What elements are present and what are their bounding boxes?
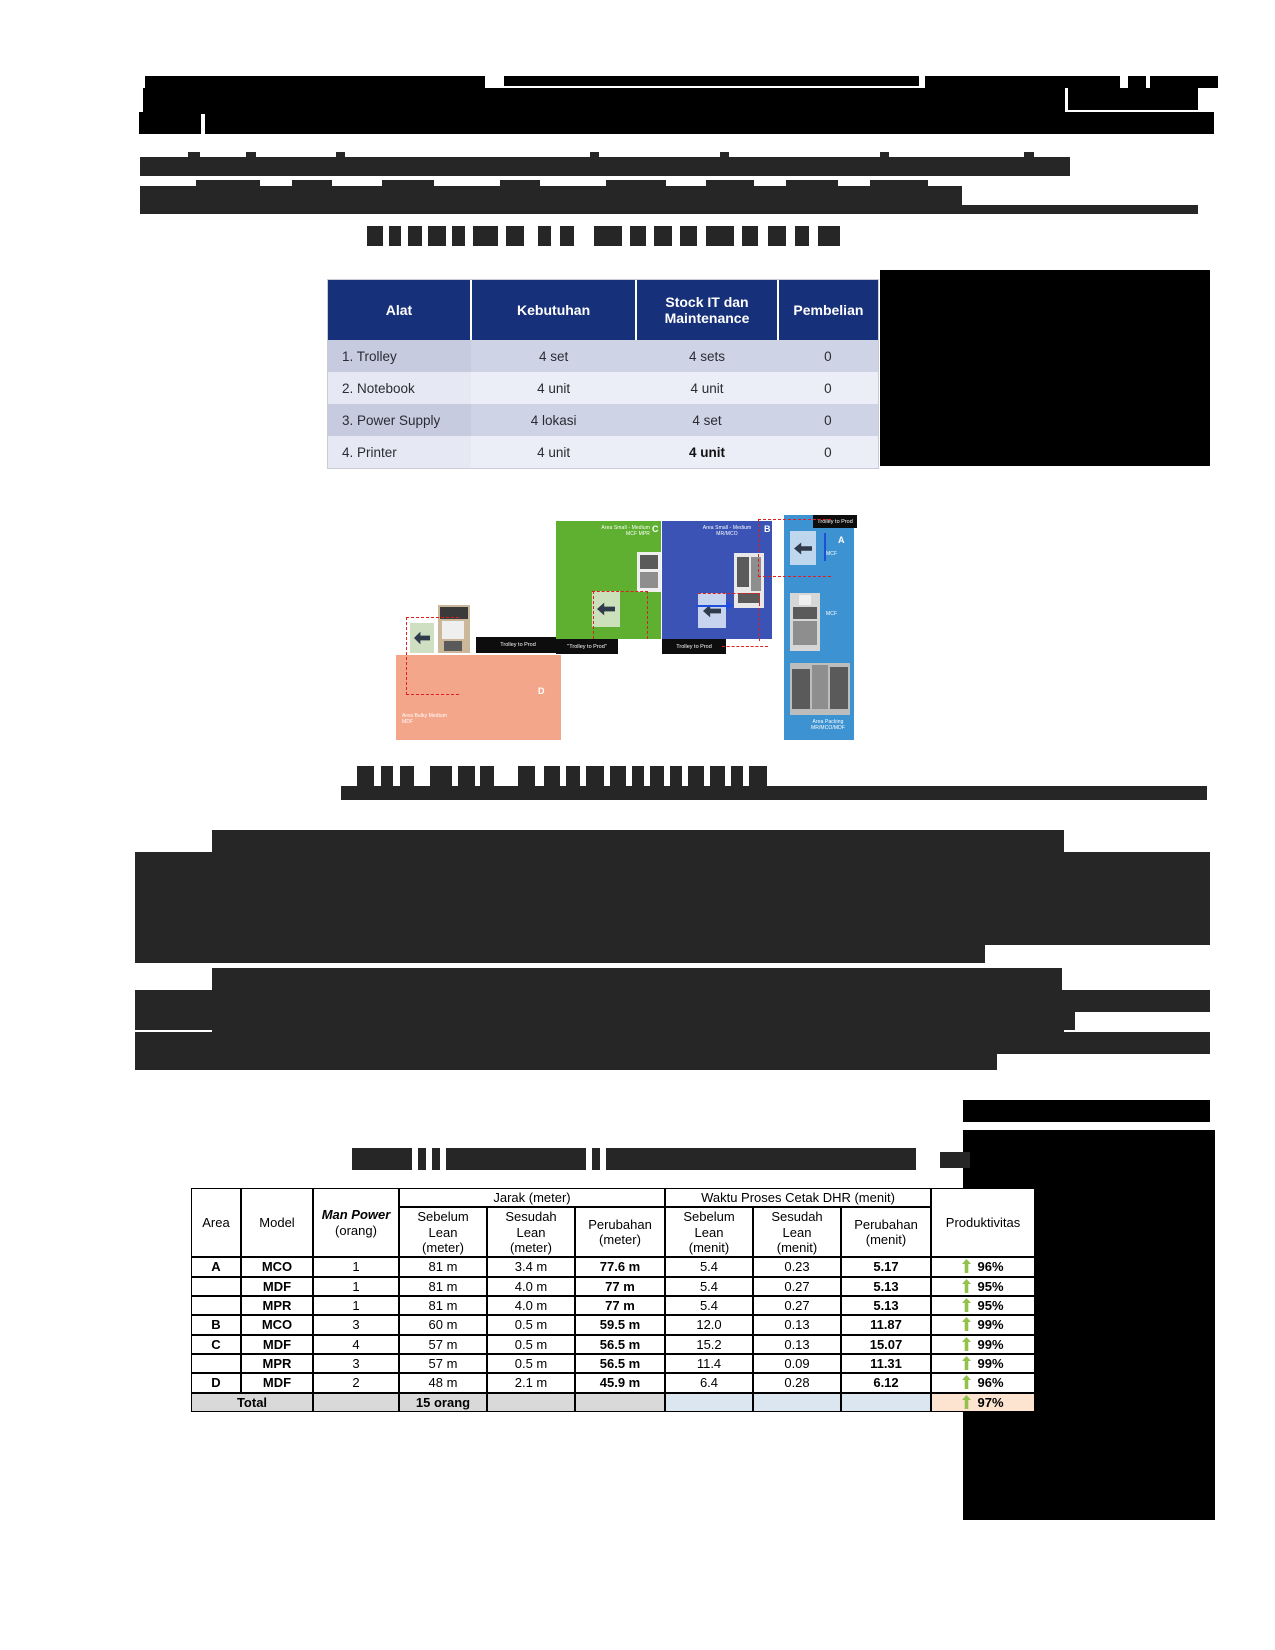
- cell-waktu-sesudah: 0.09: [753, 1354, 841, 1373]
- diagram-dashline-b-h: [698, 593, 760, 594]
- cell-jarak-sesudah: 2.1 m: [487, 1373, 575, 1392]
- col-header-waktu-sebelum: [665, 1207, 753, 1257]
- cell-jarak-sesudah: 4.0 m: [487, 1296, 575, 1315]
- col-header-pembelian: Pembelian: [778, 280, 878, 340]
- cell-manpower: 1: [313, 1277, 399, 1296]
- col-header-jarak-sesudah-unit: (meter): [510, 1239, 552, 1255]
- cell-manpower: 3: [313, 1315, 399, 1334]
- up-arrow-icon: [962, 1337, 971, 1351]
- cell-waktu-sesudah: 0.27: [753, 1296, 841, 1315]
- cell-stock: 4 unit: [636, 372, 778, 404]
- cell-waktu-sebelum: 11.4: [665, 1354, 753, 1373]
- diagram-area-c-letter: C: [652, 524, 659, 534]
- cell-manpower: 1: [313, 1257, 399, 1276]
- col-header-manpower: [313, 1188, 399, 1257]
- col-header-jarak-sesudah: [487, 1207, 575, 1257]
- cell-jarak-perubahan: 56.5 m: [575, 1335, 665, 1354]
- diagram-area-a-sub: MCF: [826, 551, 838, 557]
- cell-model: MDF: [241, 1373, 313, 1392]
- diagram-area-d-letter: D: [538, 686, 545, 696]
- table-total-row: [191, 1393, 1035, 1412]
- lean-results-table: [191, 1188, 1035, 1412]
- col-header-alat: Alat: [328, 280, 471, 340]
- diagram-dashline-c-v1: [593, 591, 594, 639]
- col-header-waktu-sesudah-title: Sesudah Lean: [771, 1209, 823, 1240]
- table-row: [328, 436, 878, 468]
- cell-jarak-sebelum: 57 m: [399, 1335, 487, 1354]
- cell-jarak-perubahan: 45.9 m: [575, 1373, 665, 1392]
- cell-waktu-sebelum: 6.4: [665, 1373, 753, 1392]
- up-arrow-icon: [962, 1395, 971, 1409]
- cell-kebutuhan: 4 set: [471, 340, 636, 372]
- cell-alat: 3. Power Supply: [328, 404, 471, 436]
- col-header-jarak-sebelum: [399, 1207, 487, 1257]
- cell-total-label: Total: [191, 1393, 313, 1412]
- col-header-jarak-sebelum-unit: (meter): [422, 1239, 464, 1255]
- cell-waktu-perubahan: 5.13: [841, 1296, 931, 1315]
- cell-pembelian: 0: [778, 404, 878, 436]
- cell-produktivitas: [931, 1354, 1035, 1373]
- table-row: [191, 1315, 1035, 1334]
- cell-jarak-perubahan: 56.5 m: [575, 1354, 665, 1373]
- diagram-dashline-c-h: [592, 591, 648, 592]
- cell-waktu-sebelum: 5.4: [665, 1296, 753, 1315]
- cell-waktu-sesudah: 0.27: [753, 1277, 841, 1296]
- cell-alat: 1. Trolley: [328, 340, 471, 372]
- cell-waktu-perubahan: 6.12: [841, 1373, 931, 1392]
- cell-jarak-sesudah: 0.5 m: [487, 1315, 575, 1334]
- cell-area: [191, 1296, 241, 1315]
- cell-waktu-sesudah: 0.13: [753, 1315, 841, 1334]
- col-header-stock: Stock IT dan Maintenance: [636, 280, 778, 340]
- cell-waktu-perubahan: 5.13: [841, 1277, 931, 1296]
- produktivitas-value: 95%: [977, 1278, 1004, 1294]
- col-header-waktu-sebelum-unit: (menit): [688, 1239, 730, 1255]
- diagram-area-b-letter: B: [764, 524, 771, 534]
- table-row: [191, 1335, 1035, 1354]
- group-header-jarak: Jarak (meter): [399, 1188, 665, 1207]
- cell-total-jarak-sebelum: 15 orang: [399, 1393, 487, 1412]
- tools-requirement-table: [328, 280, 878, 468]
- cell-waktu-perubahan: 5.17: [841, 1257, 931, 1276]
- cell-manpower: 2: [313, 1373, 399, 1392]
- table-row: [191, 1296, 1035, 1315]
- col-header-area: Area: [191, 1188, 241, 1257]
- col-header-jarak-perubahan: [575, 1207, 665, 1257]
- cell-produktivitas: [931, 1296, 1035, 1315]
- cell-waktu-sebelum: 12.0: [665, 1315, 753, 1334]
- produktivitas-value: 96%: [977, 1375, 1004, 1391]
- cell-waktu-sesudah: 0.13: [753, 1335, 841, 1354]
- cell-produktivitas: [931, 1335, 1035, 1354]
- table-row: [328, 340, 878, 372]
- col-header-manpower-unit: (orang): [335, 1222, 377, 1238]
- col-header-kebutuhan: Kebutuhan: [471, 280, 636, 340]
- diagram-photo-a2: [790, 593, 820, 651]
- diagram-trolley-b: [698, 593, 726, 628]
- cell-manpower: 1: [313, 1296, 399, 1315]
- cell-kebutuhan: 4 unit: [471, 436, 636, 468]
- diagram-dashed-a: [758, 519, 831, 577]
- diagram-dashline-b-v: [759, 593, 760, 641]
- cell-alat: 2. Notebook: [328, 372, 471, 404]
- diagram-arrow-b: [696, 605, 730, 607]
- produktivitas-value: 99%: [977, 1317, 1004, 1333]
- cell-jarak-sebelum: 60 m: [399, 1315, 487, 1334]
- cell-jarak-sebelum: 81 m: [399, 1296, 487, 1315]
- cell-waktu-sesudah: 0.28: [753, 1373, 841, 1392]
- table-row: [191, 1277, 1035, 1296]
- cell-waktu-sebelum: 15.2: [665, 1335, 753, 1354]
- cell-total-manpower: [313, 1393, 399, 1412]
- cell-manpower: 3: [313, 1354, 399, 1373]
- produktivitas-value: 96%: [977, 1259, 1004, 1275]
- cell-waktu-perubahan: 11.87: [841, 1315, 931, 1334]
- cell-area: D: [191, 1373, 241, 1392]
- cell-produktivitas: [931, 1277, 1035, 1296]
- table-row: [328, 372, 878, 404]
- col-header-waktu-perubahan: [841, 1207, 931, 1257]
- cell-area: A: [191, 1257, 241, 1276]
- cell-jarak-sesudah: 0.5 m: [487, 1335, 575, 1354]
- col-header-jarak-sesudah-title: Sesudah Lean: [505, 1209, 557, 1240]
- table-row: [191, 1257, 1035, 1276]
- cell-stock: 4 unit: [636, 436, 778, 468]
- col-header-waktu-perubahan-unit: (menit): [865, 1232, 907, 1248]
- redacted-band-right: [880, 270, 1210, 466]
- cell-waktu-perubahan: 15.07: [841, 1335, 931, 1354]
- cell-produktivitas: [931, 1257, 1035, 1276]
- up-arrow-icon: [962, 1375, 971, 1389]
- diagram-callout-a: Trolley to Prod: [813, 515, 857, 528]
- cell-stock: 4 sets: [636, 340, 778, 372]
- col-header-waktu-sesudah: [753, 1207, 841, 1257]
- cell-waktu-sesudah: 0.23: [753, 1257, 841, 1276]
- cell-pembelian: 0: [778, 372, 878, 404]
- cell-produktivitas: [931, 1373, 1035, 1392]
- diagram-callout-b: Trolley to Prod: [662, 639, 726, 654]
- cell-total-produktivitas: [931, 1393, 1035, 1412]
- col-header-waktu-sesudah-unit: (menit): [776, 1239, 818, 1255]
- redacted-band-right-4: [940, 1152, 970, 1168]
- cell-jarak-sesudah: 4.0 m: [487, 1277, 575, 1296]
- cell-jarak-perubahan: 59.5 m: [575, 1315, 665, 1334]
- cell-total-jarak-sesudah: [487, 1393, 575, 1412]
- diagram-area-a-sub2: MCF: [826, 611, 838, 617]
- cell-alat: 4. Printer: [328, 436, 471, 468]
- diagram-photo-c1: [637, 552, 661, 592]
- table-row: [191, 1354, 1035, 1373]
- group-header-waktu: Waktu Proses Cetak DHR (menit): [665, 1188, 931, 1207]
- cell-jarak-perubahan: 77 m: [575, 1277, 665, 1296]
- cell-model: MPR: [241, 1296, 313, 1315]
- cell-model: MCO: [241, 1257, 313, 1276]
- cell-waktu-sebelum: 5.4: [665, 1277, 753, 1296]
- diagram-area-a-letter: A: [838, 535, 845, 545]
- cell-jarak-sesudah: 0.5 m: [487, 1354, 575, 1373]
- cell-produktivitas: [931, 1315, 1035, 1334]
- cell-waktu-perubahan: 11.31: [841, 1354, 931, 1373]
- col-header-model: Model: [241, 1188, 313, 1257]
- table-header-row: [328, 280, 878, 340]
- cell-model: MDF: [241, 1277, 313, 1296]
- up-arrow-icon: [962, 1317, 971, 1331]
- diagram-dashline-c-v2: [647, 591, 648, 639]
- cell-jarak-sebelum: 48 m: [399, 1373, 487, 1392]
- cell-stock: 4 set: [636, 404, 778, 436]
- cell-jarak-perubahan: 77 m: [575, 1296, 665, 1315]
- diagram-area-b-label: Area Small - Medium MR/MCO: [702, 525, 752, 538]
- col-header-produktivitas: Produktivitas: [931, 1188, 1035, 1257]
- cell-total-waktu-perubahan: [841, 1393, 931, 1412]
- table-row: [328, 404, 878, 436]
- table-row: [191, 1373, 1035, 1392]
- col-header-jarak-sebelum-title: Sebelum Lean: [417, 1209, 469, 1240]
- col-header-jarak-perubahan-unit: (meter): [599, 1232, 641, 1248]
- cell-manpower: 4: [313, 1335, 399, 1354]
- col-header-waktu-sebelum-title: Sebelum Lean: [683, 1209, 735, 1240]
- up-arrow-icon: [962, 1259, 971, 1273]
- cell-kebutuhan: 4 unit: [471, 372, 636, 404]
- diagram-callout-c: "Trolley to Prod": [556, 639, 618, 654]
- up-arrow-icon: [962, 1298, 971, 1312]
- diagram-photo-a3: [790, 663, 850, 715]
- up-arrow-icon: [962, 1279, 971, 1293]
- diagram-trolley-c: [592, 591, 620, 627]
- diagram-area-d-label: Area Bulky Medium MDF: [402, 713, 448, 726]
- cell-model: MDF: [241, 1335, 313, 1354]
- diagram-dashed-d: [406, 617, 459, 695]
- cell-model: MCO: [241, 1315, 313, 1334]
- cell-jarak-perubahan: 77.6 m: [575, 1257, 665, 1276]
- redacted-band-right-3: [963, 1100, 1210, 1122]
- cell-total-waktu-sesudah: [753, 1393, 841, 1412]
- cell-area: B: [191, 1315, 241, 1334]
- col-header-waktu-perubahan-title: Perubahan: [854, 1216, 918, 1232]
- produktivitas-value: 95%: [977, 1297, 1004, 1313]
- cell-waktu-sebelum: 5.4: [665, 1257, 753, 1276]
- cell-jarak-sebelum: 81 m: [399, 1257, 487, 1276]
- up-arrow-icon: [962, 1356, 971, 1370]
- produktivitas-value: 99%: [977, 1355, 1004, 1371]
- facility-layout-diagram: [366, 483, 853, 741]
- produktivitas-value: 97%: [977, 1394, 1004, 1410]
- cell-area: C: [191, 1335, 241, 1354]
- produktivitas-value: 99%: [977, 1336, 1004, 1352]
- cell-model: MPR: [241, 1354, 313, 1373]
- cell-pembelian: 0: [778, 436, 878, 468]
- cell-jarak-sebelum: 81 m: [399, 1277, 487, 1296]
- col-header-manpower-title: Man Power: [321, 1207, 391, 1223]
- cell-area: [191, 1277, 241, 1296]
- cell-total-jarak-perubahan: [575, 1393, 665, 1412]
- table-group-header-row: [191, 1188, 1035, 1207]
- diagram-callout-d: Trolley to Prod: [476, 637, 560, 653]
- diagram-dashline-b-bottom: [722, 646, 768, 647]
- cell-jarak-sebelum: 57 m: [399, 1354, 487, 1373]
- col-header-jarak-perubahan-title: Perubahan: [588, 1216, 652, 1232]
- diagram-packing-label: Area Packing MR/MCO/MDF: [810, 719, 846, 732]
- diagram-area-c-label: Area Small - Medium MCF MPR: [601, 525, 650, 538]
- cell-pembelian: 0: [778, 340, 878, 372]
- cell-total-waktu-sebelum: [665, 1393, 753, 1412]
- cell-kebutuhan: 4 lokasi: [471, 404, 636, 436]
- cell-area: [191, 1354, 241, 1373]
- cell-jarak-sesudah: 3.4 m: [487, 1257, 575, 1276]
